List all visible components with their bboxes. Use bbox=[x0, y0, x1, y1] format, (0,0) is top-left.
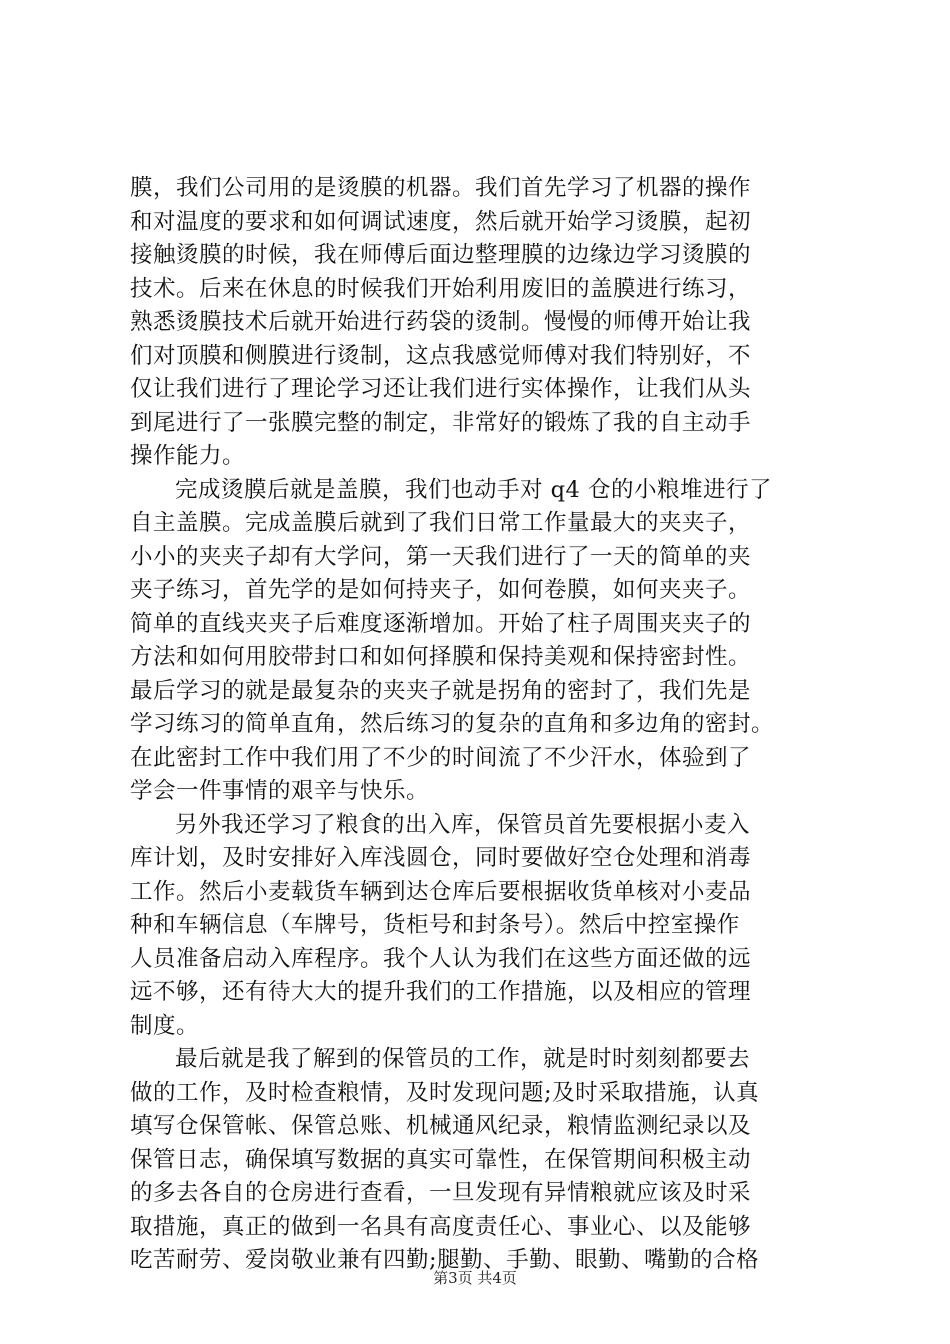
text-line: 和对温度的要求和如何调试速度，然后就开始学习烫膜，起初 bbox=[130, 208, 752, 235]
text-line: 自主盖膜。完成盖膜后就到了我们日常工作量最大的夹夹子， bbox=[130, 510, 752, 536]
text-line: 到尾进行了一张膜完整的制定，非常好的锻炼了我的自主动手 bbox=[130, 409, 752, 436]
text-line: 吃苦耐劳、爱岗敬业兼有四勤;腿勤、手勤、眼勤、嘴勤的合格 bbox=[130, 1247, 760, 1273]
text-line: 仅让我们进行了理论学习还让我们进行实体操作，让我们从头 bbox=[130, 376, 752, 402]
text-line: 操作能力。 bbox=[130, 443, 246, 469]
text-line: 工作。然后小麦载货车辆到达仓库后要根据收货单核对小麦品 bbox=[130, 878, 752, 905]
text-line: 种和车辆信息（车牌号，货柜号和封条号）。然后中控室操作 bbox=[130, 912, 740, 938]
text-line: 方法和如何用胶带封口和如何择膜和保持美观和保持密封性。 bbox=[130, 644, 752, 670]
text-line: 熟悉烫膜技术后就开始进行药袋的烫制。慢慢的师傅开始让我 bbox=[130, 309, 752, 335]
text-line: 在此密封工作中我们用了不少的时间流了不少汗水，体验到了 bbox=[130, 744, 752, 771]
document-body bbox=[130, 172, 830, 1278]
text-line: 取措施，真正的做到一名具有高度责任心、事业心、以及能够 bbox=[130, 1213, 752, 1240]
page-number-label: 第3页 共4页 bbox=[433, 1269, 517, 1287]
text-line: 保管日志，确保填写数据的真实可靠性，在保管期间积极主动 bbox=[130, 1146, 752, 1173]
text-line: 学会一件事情的艰辛与快乐。 bbox=[130, 778, 430, 804]
text-line: 远不够，还有待大大的提升我们的工作措施，以及相应的管理 bbox=[130, 979, 752, 1005]
text-line: 接触烫膜的时候，我在师傅后面边整理膜的边缘边学习烫膜的 bbox=[130, 242, 752, 268]
text-line: 最后学习的就是最复杂的夹夹子就是拐角的密封了，我们先是 bbox=[130, 677, 752, 704]
text-line: 膜，我们公司用的是烫膜的机器。我们首先学习了机器的操作 bbox=[130, 175, 752, 201]
text-line: 简单的直线夹夹子后难度逐渐增加。开始了柱子周围夹夹子的 bbox=[130, 610, 752, 637]
text-line: 填写仓保管帐、保管总账、机械通风纪录，粮情监测纪录以及 bbox=[130, 1113, 752, 1139]
text-line: 的多去各自的仓房进行查看，一旦发现有异情粮就应该及时采 bbox=[130, 1180, 752, 1206]
text-line: 夹子练习，首先学的是如何持夹子，如何卷膜，如何夹夹子。 bbox=[130, 577, 752, 603]
text-line: 做的工作，及时检查粮情，及时发现问题;及时采取措施，认真 bbox=[130, 1079, 760, 1106]
text-line: 们对顶膜和侧膜进行烫制，这点我感觉师傅对我们特别好，不 bbox=[130, 342, 752, 369]
text-line: 最后就是我了解到的保管员的工作，就是时时刻刻都要去 bbox=[175, 1046, 751, 1072]
page-footer bbox=[0, 1268, 950, 1288]
text-line: 制度。 bbox=[130, 1012, 200, 1039]
text-line: 技术。后来在休息的时候我们开始利用废旧的盖膜进行练习， bbox=[130, 275, 752, 302]
text-line: 另外我还学习了粮食的出入库，保管员首先要根据小麦入 bbox=[175, 811, 751, 838]
text-line: 库计划，及时安排好入库浅圆仓，同时要做好空仓处理和消毒 bbox=[130, 845, 752, 871]
text-line: 小小的夹夹子却有大学问，第一天我们进行了一天的简单的夹 bbox=[130, 543, 752, 570]
text-line: 学习练习的简单直角，然后练习的复杂的直角和多边角的密封。 bbox=[130, 711, 775, 737]
text-line: 人员准备启动入库程序。我个人认为我们在这些方面还做的远 bbox=[130, 945, 752, 972]
text-line: 完成烫膜后就是盖膜，我们也动手对 q4 仓的小粮堆进行了 bbox=[175, 476, 773, 503]
